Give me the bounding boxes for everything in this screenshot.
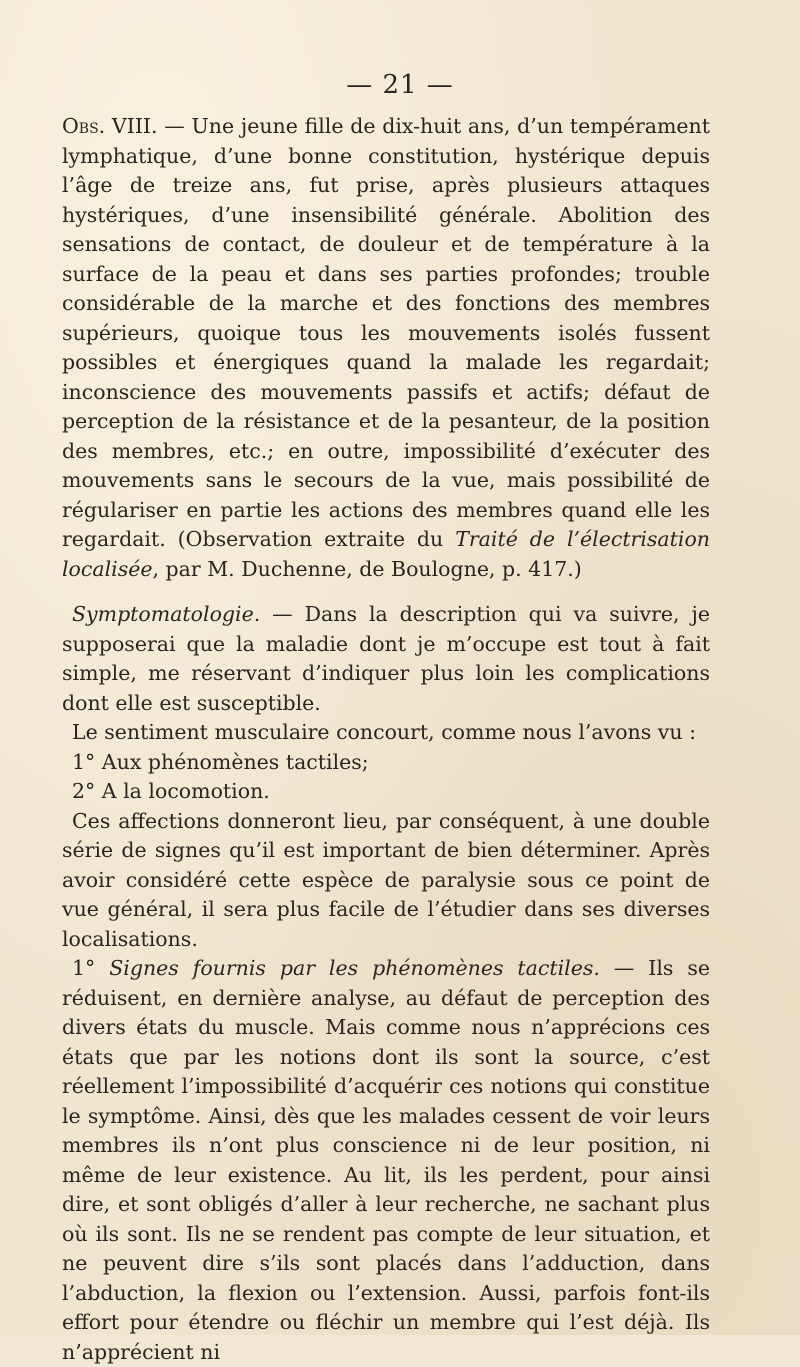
observation-source-tail: , par M. Duchenne, de Boulogne, p. 417.) [152, 556, 582, 581]
observation-text: Une jeune fille de dix-huit ans, d’un tempérament lymphatique, d’une bonne constitution, hystérique depuis l’âge de treize ans, fut prise, après plusieurs attaques hystériques, d’une insensibilité générale. Abolition des sensations de contact, de douleur et de température à la surface de la peau et dans ses parties profondes; trouble considérable de la marche et des fonctions des membres supérieurs, quoique tous les mouvements isolés fussent possibles et énergiques quand la malade les regardait; inconscience des mouvements passifs et actifs; défaut de perception de la résistance et de la pesanteur, de la position des membres, etc.; en outre, impossibilité d’exécuter des mouvements sans le secours de la vue, mais possibilité de régulariser en partie les actions des membres quand elle les regardait. (Observation extraite du [62, 114, 710, 551]
signs-text: — Ils se réduisent, en dernière analyse, au défaut de perception des divers états du muscle. Mais comme nous n’apprécions ces états que par les notions dont ils sont la source, c’est réellement l’impossibilité d’acquérir ces notions qui constitue le symptôme. Ainsi, dès que les malades cessent de voir leurs membres ils n’ont plus conscience ni de leur position, ni même de leur existence. Au lit, ils les perdent, pour ainsi dire, et sont obligés d’aller à leur recherche, ne sachant plus où ils sont. Ils ne se rendent pas compte de leur situation, et ne peuvent dire s’ils sont placés dans l’adduction, dans l’abduction, la flexion ou l’extension. Aussi, parfois font-ils effort pour étendre ou fléchir un membre qui l’est déjà. Ils n’apprécient ni [62, 956, 710, 1364]
symptomatology-heading: Symptomatologie. [72, 602, 261, 626]
page-text [62, 112, 710, 1367]
observation-label: Obs. VIII. [62, 114, 158, 138]
paragraph-tactile: 1° Aux phénomènes tactiles; [72, 749, 369, 774]
observation-dash: — [157, 114, 192, 138]
paragraph-affections: Ces affections donneront lieu, par conséquent, à une double série de signes qu’il est important de bien déterminer. Après avoir considéré cette espèce de paralysie sous ce point de vue général, il sera plus facile de l’étudier dans ses diverses localisations. [62, 808, 710, 951]
signs-heading: Signes fournis par les phénomènes tactiles. [109, 956, 600, 980]
signs-number: 1° [72, 956, 96, 980]
paragraph-locomotion: 2° A la locomotion. [72, 779, 270, 803]
paragraph-muscular-sense: Le sentiment musculaire concourt, comme nous l’avons vu : [72, 720, 696, 744]
symptomatology-paragraph [62, 600, 710, 718]
page-number: — 21 — [346, 70, 454, 100]
symptomatology-text: — Dans la description qui va suivre, je supposerai que la maladie dont je m’occupe est tout à fait simple, me réservant d’indiquer plus loin les complications dont elle est susceptible. [62, 602, 710, 715]
observation-paragraph [62, 112, 710, 584]
signs-paragraph [62, 954, 710, 1367]
observation-source-title: Traité de l’électrisation localisée [62, 527, 710, 581]
